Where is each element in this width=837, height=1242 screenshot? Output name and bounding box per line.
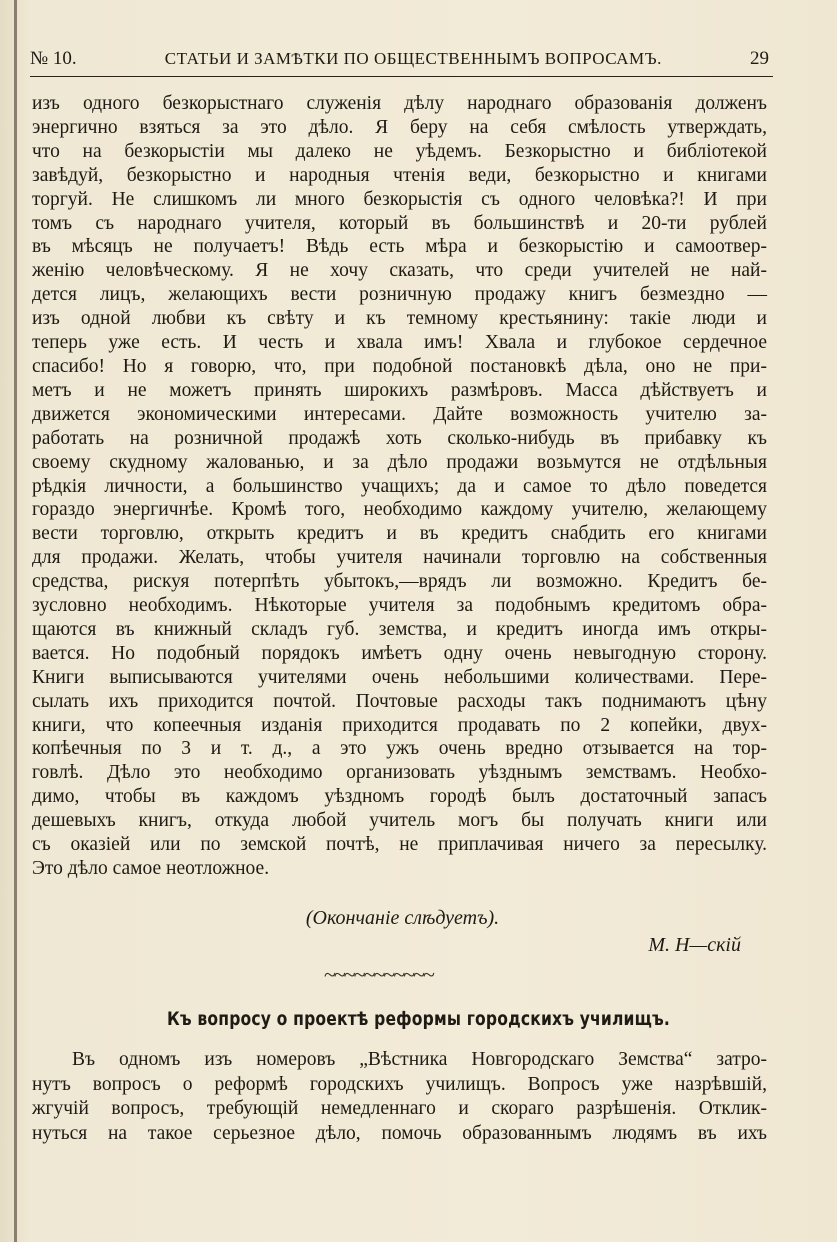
text-line: дется лицъ, желающихъ вести розничную продажу книгъ безмездно — <box>32 284 767 306</box>
header-rule <box>30 76 773 77</box>
author-signature: М. Н—скій <box>648 934 741 956</box>
text-line: своему скудному жалованью, и за дѣло продажи возьмутся не отдѣльныя <box>32 451 767 473</box>
text-line: энергично взяться за это дѣло. Я беру на себя смѣлость утверждать, <box>32 116 767 138</box>
section-separator: ~~~~~~~~~~~ <box>324 962 433 987</box>
text-line: вести торговлю, открыть кредитъ и въ кредитъ снабдить его книгами <box>32 523 767 545</box>
text-line: нуться на такое серьезное дѣло, помочь образованнымъ людямъ въ ихъ <box>32 1122 767 1144</box>
text-line: женію человѣческому. Я не хочу сказать, что среди учителей не най- <box>32 260 767 282</box>
text-line: рѣдкія личности, а большинство учащихъ; да и самое то дѣло поведется <box>32 475 767 497</box>
article-body <box>32 92 767 881</box>
text-line: вается. Но подобный порядокъ имѣетъ одну очень невыгодную сторону. <box>32 642 767 664</box>
text-line: завѣдуй, безкорыстно и народныя чтенія веди, безкорыстно и книгами <box>32 164 767 186</box>
text-line: въ мѣсяцъ не получаетъ! Вѣдь есть мѣра и безкорыстію и самоотвер- <box>32 236 767 258</box>
text-line: теперь уже есть. И честь и хвала имъ! Хвала и глубокое сердечное <box>32 332 767 354</box>
header-title: СТАТЬИ И ЗАМѢТКИ ПО ОБЩЕСТВЕННЫМЪ ВОПРОСАМЪ. <box>164 49 662 68</box>
text-line: что на безкорыстіи мы далеко не уѣдемъ. Безкорыстно и библіотекой <box>32 140 767 162</box>
text-line: средства, рискуя потерпѣть убытокъ,—врядъ ли возможно. Кредитъ бе- <box>32 571 767 593</box>
text-line: томъ съ народнаго учителя, который въ большинствѣ и 20-ти рублей <box>32 212 767 234</box>
continuation-note <box>0 907 837 930</box>
text-line: сылать ихъ приходится почтой. Почтовые расходы такъ поднимаютъ цѣну <box>32 690 767 712</box>
text-line: гораздо энергичнѣе. Кромѣ того, необходимо каждому учителю, желающему <box>32 499 767 521</box>
section-body <box>32 1048 767 1146</box>
section-heading: Къ вопросу о проектѣ реформы городскихъ училищъ. <box>167 1008 670 1030</box>
text-line: говлѣ. Дѣло это необходимо организовать уѣзднымъ земствамъ. Необхо- <box>32 762 767 784</box>
text-line: жгучій вопросъ, требующій немедленнаго и скораго разрѣшенія. Отклик- <box>32 1098 767 1119</box>
text-line: Въ одномъ изъ номеровъ „Вѣстника Новгородскаго Земства“ затро- <box>72 1049 767 1070</box>
text-line: для продажи. Желать, чтобы учителя начинали торговлю на собственныя <box>32 547 767 569</box>
continuation-text: (Окончаніе слѣдуетъ). <box>305 907 500 929</box>
text-line: дешевыхъ книгъ, откуда любой учитель могъ бы получать книги или <box>32 810 767 832</box>
text-line: метъ и не можетъ принять широкихъ размѣровъ. Масса дѣйствуетъ и <box>32 379 767 401</box>
text-line: движется экономическими интересами. Дайте возможность учителю за- <box>32 403 767 425</box>
text-line: спасибо! Но я говорю, что, при подобной постановкѣ дѣла, оно не при- <box>32 355 767 377</box>
text-line: Книги выписываются учителями очень небольшими количествами. Пере- <box>32 666 767 688</box>
issue-number: № 10. <box>30 48 77 69</box>
text-line: съ оказіей или по земской почтѣ, не приплачивая ничего за пересылку. <box>32 834 767 856</box>
text-line: книги, что копеечныя изданія приходится продавать по 2 копейки, двух- <box>32 714 767 736</box>
text-line: торгуй. Не слишкомъ ли много безкорыстія съ одного человѣка?! И при <box>32 188 767 210</box>
text-line: нутъ вопросъ о реформѣ городскихъ училищъ. Вопросъ уже назрѣвшій, <box>32 1073 767 1095</box>
text-line: щаются въ книжный складъ губ. земства, и кредитъ иногда имъ откры- <box>32 618 767 640</box>
text-line: изъ одной любви къ свѣту и къ темному крестьянину: такіе люди и <box>32 308 767 330</box>
page-number: 29 <box>750 48 769 69</box>
running-header <box>30 48 769 74</box>
text-line: работать на розничной продажѣ хоть сколько-нибудь въ прибавку къ <box>32 427 767 449</box>
text-line: изъ одного безкорыстнаго служенія дѣлу народнаго образованія долженъ <box>32 93 767 114</box>
text-line: Это дѣло самое неотложное. <box>32 858 270 879</box>
page-binding-edge <box>14 0 17 1242</box>
text-line: димо, чтобы въ каждомъ уѣздномъ городѣ былъ достаточный запасъ <box>32 786 767 808</box>
text-line: зусловно необходимъ. Нѣкоторые учителя за подобнымъ кредитомъ обра- <box>32 595 767 617</box>
text-line: копѣечныя по 3 и т. д., а это ужъ очень вредно отзывается на тор- <box>32 738 767 760</box>
